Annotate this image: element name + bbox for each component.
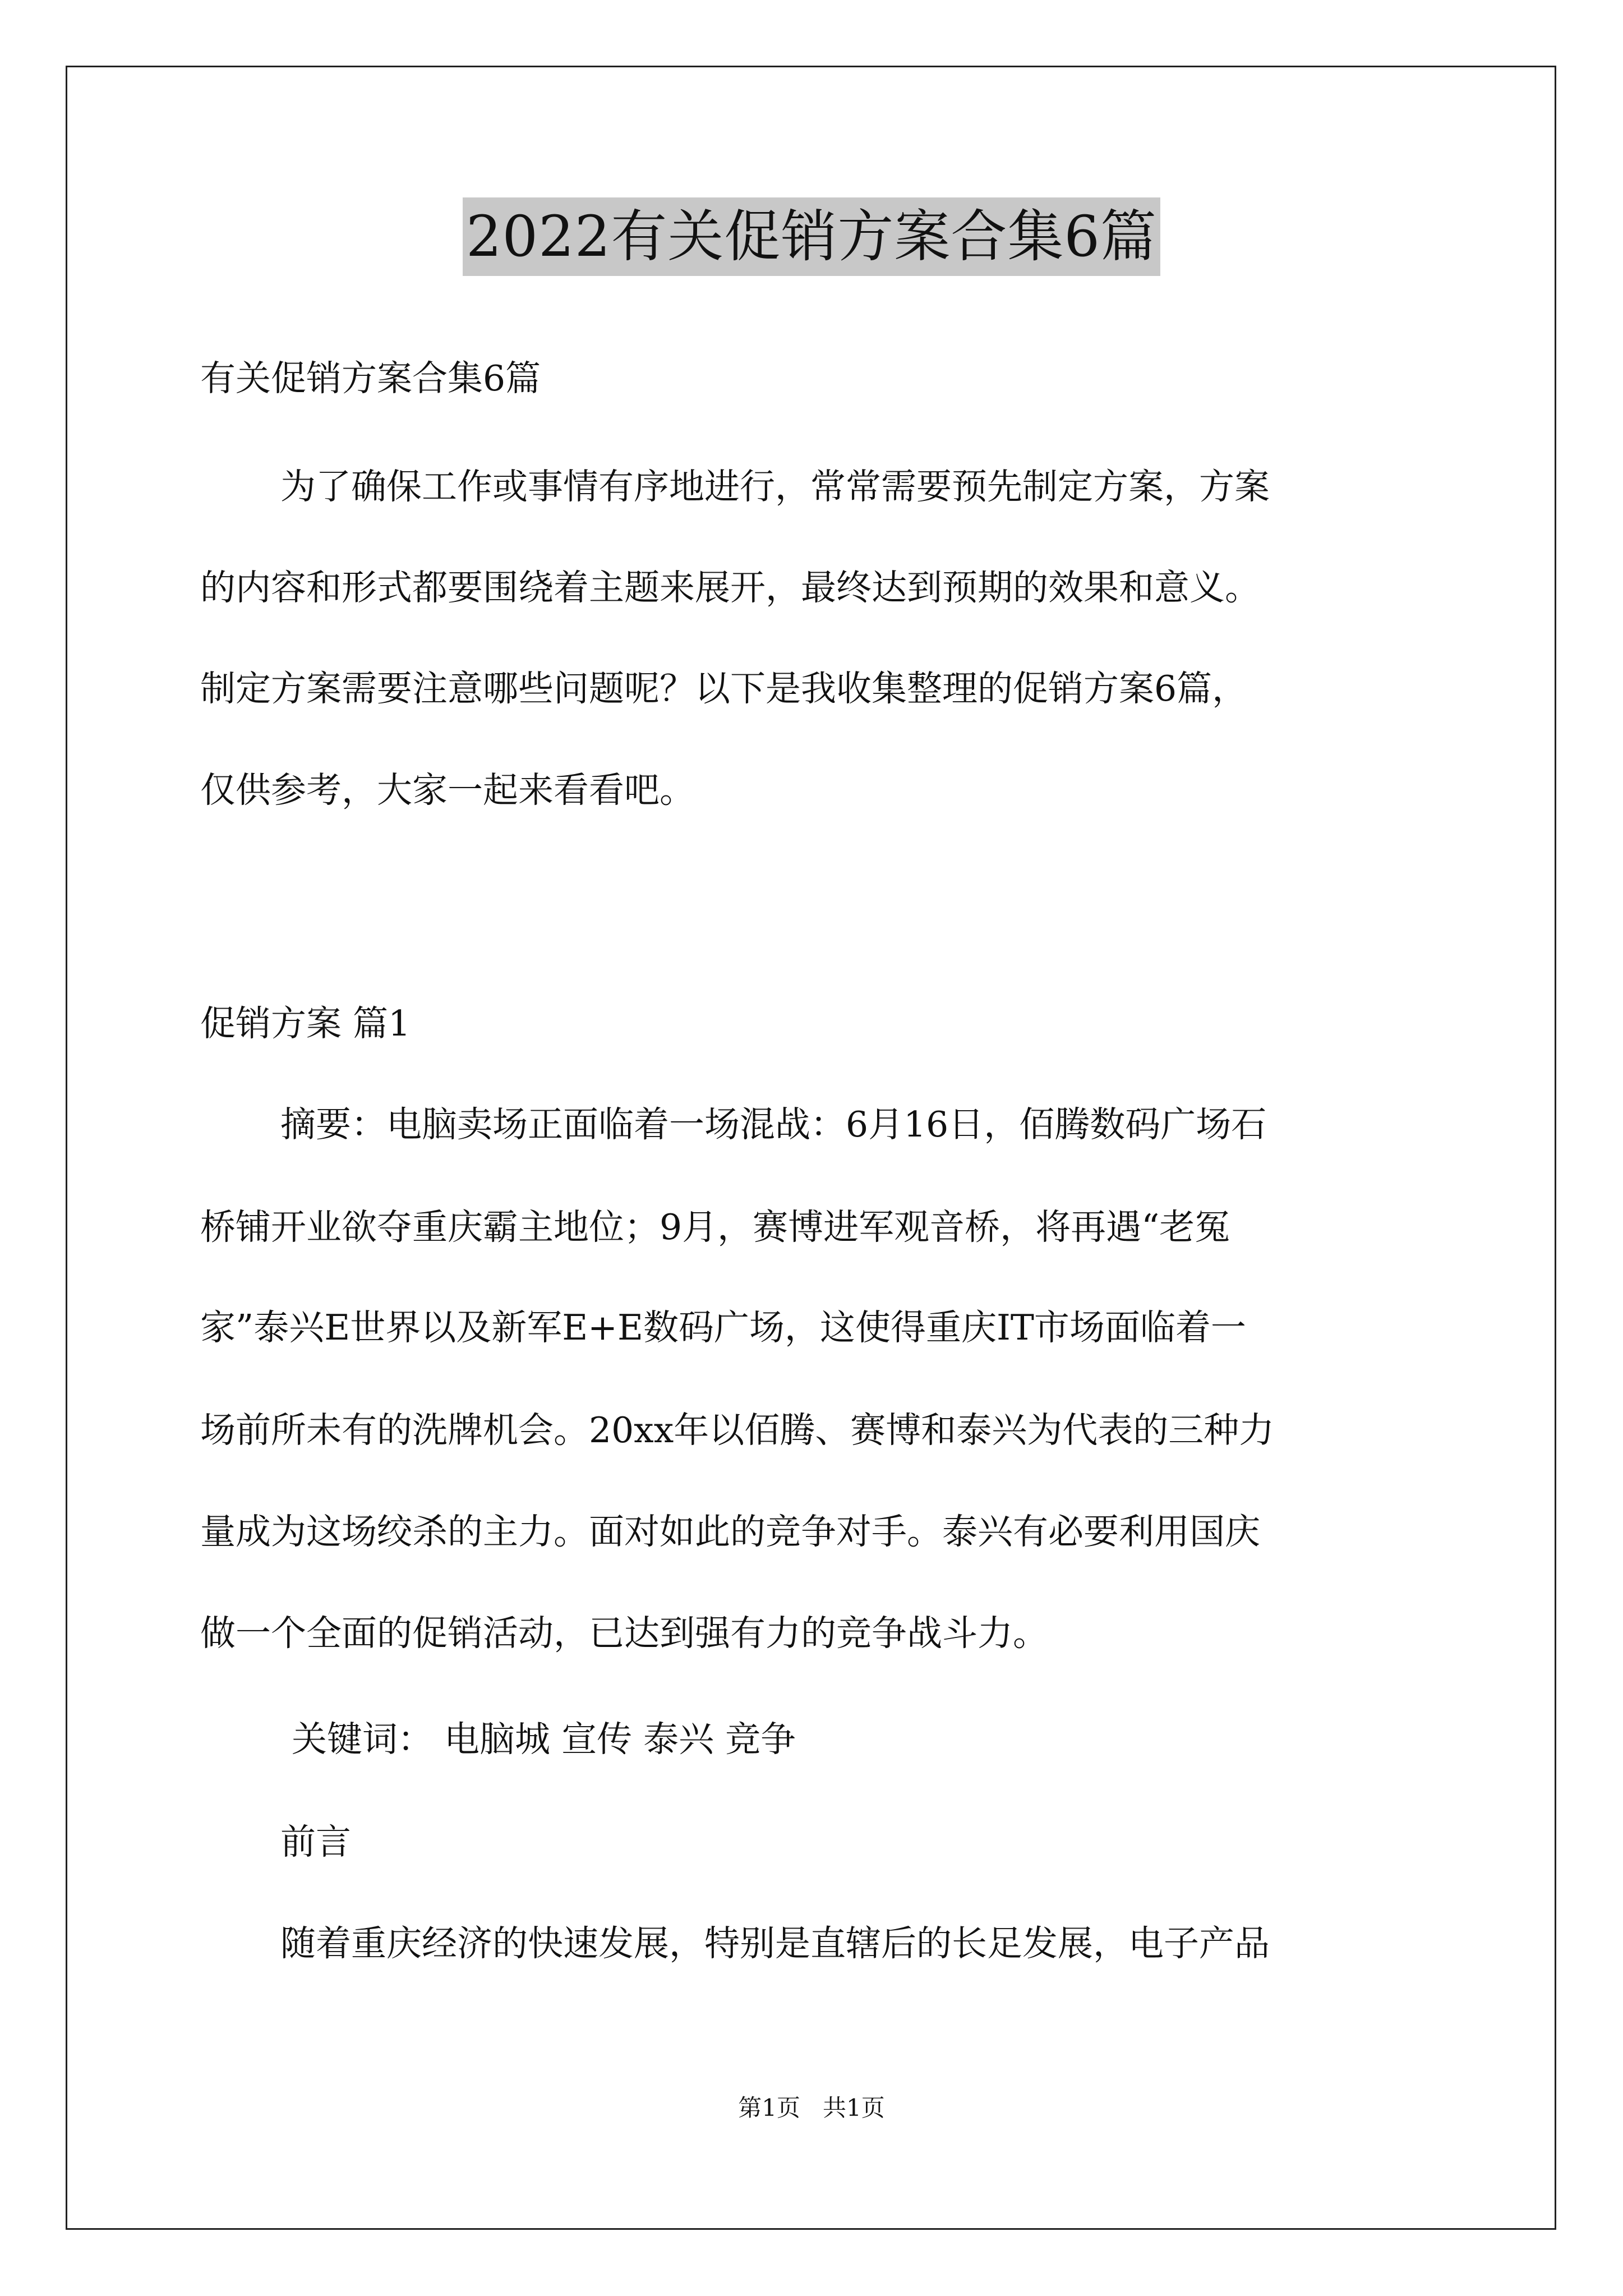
- page-footer: [0, 2091, 1623, 2125]
- section-heading: 促销方案 篇1: [200, 1003, 411, 1044]
- page-number: 第1页: [738, 2094, 800, 2122]
- paragraph-line: 场前所未有的洗牌机会。20xx年以佰腾、赛博和泰兴为代表的三种力: [200, 1410, 1275, 1451]
- paragraph-line: 的内容和形式都要围绕着主题来展开，最终达到预期的效果和意义。: [200, 567, 1260, 608]
- paragraph-line: 桥铺开业欲夺重庆霸主地位；9月，赛博进军观音桥，将再遇“老冤: [200, 1207, 1230, 1248]
- paragraph-line: 家”泰兴E世界以及新军E+E数码广场，这使得重庆IT市场面临着一: [200, 1307, 1246, 1348]
- paragraph-line: 摘要：电脑卖场正面临着一场混战：6月16日，佰腾数码广场石: [280, 1104, 1267, 1145]
- paragraph-line: 为了确保工作或事情有序地进行，常常需要预先制定方案，方案: [280, 466, 1270, 507]
- paragraph-line: 做一个全面的促销活动，已达到强有力的竞争战斗力。: [200, 1613, 1048, 1654]
- preface-heading: 前言: [280, 1821, 351, 1862]
- page-total: 共1页: [823, 2094, 885, 2122]
- document-title: 2022有关促销方案合集6篇: [463, 197, 1160, 276]
- document-subtitle: 有关促销方案合集6篇: [200, 358, 541, 399]
- keywords-line: 关键词： 电脑城 宣传 泰兴 竞争: [280, 1719, 796, 1760]
- paragraph-line: 随着重庆经济的快速发展，特别是直辖后的长足发展，电子产品: [280, 1923, 1270, 1964]
- paragraph-line: 量成为这场绞杀的主力。面对如此的竞争对手。泰兴有必要利用国庆: [200, 1511, 1260, 1552]
- title-wrapper: [0, 197, 1623, 276]
- paragraph-line: 仅供参考，大家一起来看看吧。: [200, 770, 695, 811]
- paragraph-line: 制定方案需要注意哪些问题呢？以下是我收集整理的促销方案6篇，: [200, 668, 1248, 709]
